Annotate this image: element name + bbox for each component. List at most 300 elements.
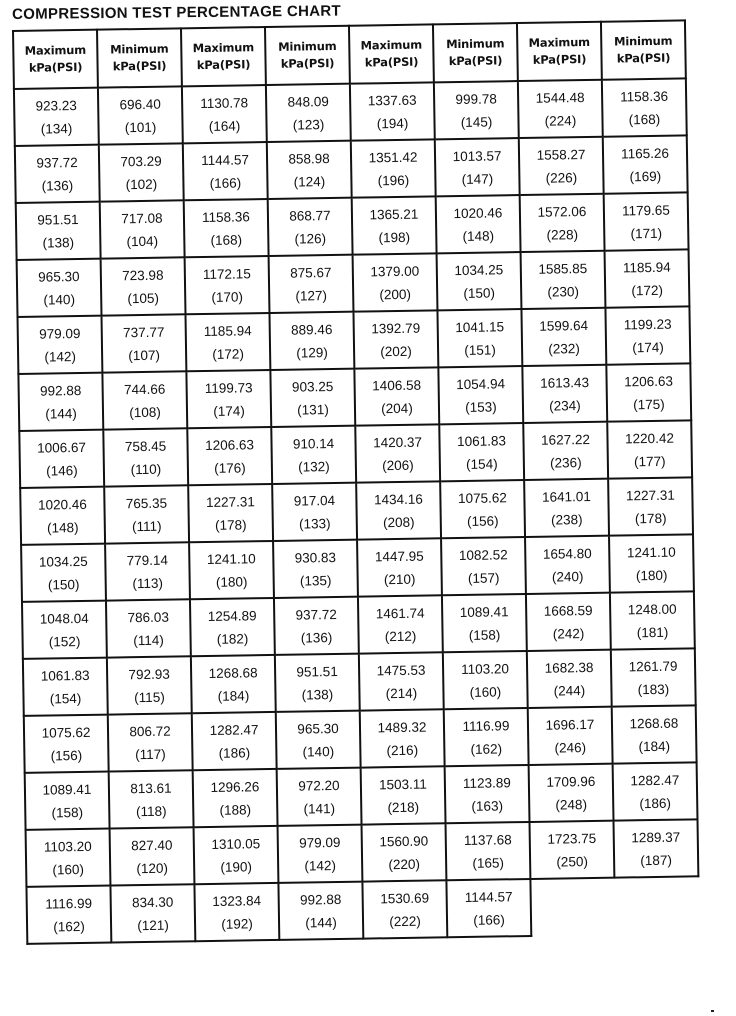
table-cell — [528, 707, 613, 765]
table-cell — [266, 84, 351, 142]
table-cell — [446, 822, 531, 880]
table-cell — [278, 825, 363, 883]
psi-value: (138) — [42, 234, 75, 251]
kpa-value: 1723.75 — [547, 830, 597, 847]
psi-value: (133) — [298, 515, 331, 532]
kpa-value: 1116.99 — [45, 895, 93, 912]
column-header — [601, 20, 686, 79]
kpa-value: 1434.16 — [373, 491, 423, 507]
table-cell — [194, 826, 279, 884]
psi-value: (187) — [640, 852, 672, 868]
psi-value: (248) — [555, 796, 588, 813]
psi-value: (168) — [628, 111, 661, 127]
psi-value: (198) — [378, 229, 411, 245]
psi-value: (111) — [131, 518, 162, 534]
kpa-value: 951.51 — [37, 211, 79, 228]
kpa-value: 1206.63 — [205, 436, 255, 453]
table-row — [18, 363, 691, 431]
kpa-value: 1282.47 — [209, 721, 259, 738]
table-cell — [101, 257, 186, 315]
psi-value: (220) — [388, 856, 421, 872]
table-row — [20, 477, 693, 545]
table-body — [14, 78, 699, 943]
kpa-value: 1323.84 — [212, 892, 262, 909]
psi-value: (194) — [376, 115, 409, 131]
psi-value: (108) — [129, 404, 161, 420]
kpa-value: 1179.65 — [621, 202, 670, 218]
kpa-value: 1365.21 — [369, 206, 419, 222]
kpa-value: 1075.62 — [41, 724, 91, 741]
kpa-value: 889.46 — [290, 321, 333, 338]
psi-value: (188) — [219, 801, 252, 818]
table-cell — [273, 540, 358, 598]
kpa-value: 1406.58 — [372, 377, 422, 393]
kpa-value: 1585.85 — [538, 260, 588, 277]
kpa-value: 917.04 — [293, 492, 336, 509]
kpa-value: 951.51 — [296, 663, 338, 680]
kpa-value: 723.98 — [122, 267, 164, 283]
table-cell — [107, 656, 192, 714]
kpa-value: 868.77 — [289, 207, 331, 224]
header-row — [13, 20, 686, 89]
kpa-value: 1420.37 — [372, 434, 423, 450]
table-cell — [21, 544, 106, 602]
table-cell — [610, 591, 695, 649]
column-header-unit: kPa(PSI) — [448, 53, 503, 69]
psi-value: (228) — [546, 226, 579, 243]
psi-value: (196) — [377, 172, 410, 188]
table-cell — [439, 423, 524, 481]
table-cell — [18, 316, 103, 374]
psi-value: (140) — [302, 743, 335, 760]
kpa-value: 1144.57 — [464, 888, 513, 905]
table-cell — [529, 764, 614, 822]
kpa-value: 1254.89 — [207, 607, 257, 624]
table-cell — [276, 711, 361, 769]
psi-value: (226) — [545, 169, 578, 186]
table-cell — [189, 541, 274, 599]
psi-value: (174) — [632, 339, 664, 355]
psi-value: (156) — [50, 747, 83, 763]
table-cell — [15, 145, 100, 203]
table-row — [26, 876, 699, 944]
psi-value: (177) — [633, 453, 666, 469]
table-cell — [446, 879, 531, 937]
kpa-value: 979.09 — [38, 325, 81, 342]
kpa-value: 1268.68 — [629, 715, 679, 731]
column-header — [349, 24, 434, 83]
psi-value: (162) — [470, 740, 503, 757]
table-cell — [612, 705, 697, 763]
table-cell — [353, 253, 438, 311]
kpa-value: 848.09 — [287, 93, 329, 110]
psi-value: (176) — [214, 459, 246, 476]
table-cell — [109, 770, 194, 828]
table-cell — [110, 827, 195, 885]
column-header — [517, 22, 602, 81]
table-cell — [605, 249, 690, 307]
psi-value: (127) — [295, 287, 328, 304]
kpa-value: 1061.83 — [40, 667, 90, 684]
kpa-value: 1447.95 — [374, 548, 424, 564]
kpa-value: 979.09 — [299, 834, 341, 851]
kpa-value: 1199.23 — [623, 316, 672, 332]
kpa-value: 1089.41 — [42, 781, 92, 798]
table-cell — [184, 199, 269, 257]
table-cell — [275, 654, 360, 712]
column-header — [433, 23, 518, 82]
kpa-value: 1227.31 — [205, 493, 255, 510]
table-cell — [361, 766, 446, 824]
kpa-value: 1220.42 — [624, 430, 675, 446]
psi-value: (121) — [137, 917, 169, 933]
kpa-value: 1020.46 — [453, 204, 503, 221]
table-row — [22, 591, 695, 659]
kpa-value: 806.72 — [129, 723, 171, 739]
kpa-value: 703.29 — [120, 153, 162, 169]
table-cell — [355, 424, 440, 482]
kpa-value: 937.72 — [295, 606, 337, 623]
table-cell — [441, 537, 526, 595]
table-cell — [443, 651, 528, 709]
psi-value: (166) — [473, 911, 505, 928]
table-cell — [350, 82, 435, 140]
kpa-value: 1034.25 — [454, 261, 504, 278]
psi-value: (181) — [636, 624, 669, 640]
table-row — [23, 648, 696, 716]
table-cell — [17, 259, 102, 317]
psi-value: (166) — [209, 174, 242, 191]
psi-value: (171) — [630, 225, 663, 241]
psi-value: (142) — [304, 857, 337, 874]
table-cell — [442, 594, 527, 652]
table-cell — [105, 542, 190, 600]
psi-value: (148) — [462, 227, 495, 244]
kpa-value: 1489.32 — [377, 719, 427, 735]
psi-value: (238) — [550, 511, 583, 528]
kpa-value: 1261.79 — [628, 658, 678, 674]
psi-value: (141) — [303, 800, 336, 817]
psi-value: (180) — [215, 573, 248, 590]
table-cell — [526, 593, 611, 651]
table-cell — [608, 477, 693, 535]
table-cell — [104, 485, 189, 543]
kpa-value: 1158.36 — [201, 208, 250, 225]
table-cell — [356, 481, 441, 539]
psi-value: (202) — [380, 343, 412, 359]
psi-value: (232) — [548, 340, 580, 357]
table-cell — [272, 483, 357, 541]
kpa-value: 992.88 — [299, 891, 342, 908]
column-header-unit: kPa(PSI) — [280, 55, 335, 71]
kpa-value: 1599.64 — [539, 317, 589, 334]
psi-value: (242) — [552, 625, 585, 642]
psi-value: (134) — [40, 120, 73, 137]
table-cell — [182, 85, 267, 143]
table-cell — [352, 196, 437, 254]
psi-value: (200) — [379, 286, 412, 302]
table-cell — [267, 141, 352, 199]
table-cell — [185, 313, 270, 371]
psi-value: (172) — [631, 282, 664, 298]
psi-value: (147) — [461, 170, 494, 187]
psi-value: (120) — [136, 860, 169, 876]
table-cell — [604, 192, 689, 250]
table-cell — [445, 765, 530, 823]
table-cell — [19, 430, 104, 488]
kpa-value: 1206.63 — [624, 373, 674, 389]
kpa-value: 1020.46 — [37, 496, 87, 513]
kpa-value: 903.25 — [291, 378, 334, 395]
table-cell — [185, 256, 270, 314]
table-cell — [270, 369, 355, 427]
table-cell — [436, 195, 521, 253]
psi-value: (107) — [128, 347, 160, 363]
psi-value: (184) — [638, 738, 671, 754]
table-cell — [522, 365, 607, 423]
psi-value: (160) — [469, 683, 502, 700]
kpa-value: 1144.57 — [201, 151, 250, 168]
psi-value: (152) — [48, 633, 81, 649]
table-row — [21, 534, 694, 602]
kpa-value: 1158.36 — [620, 88, 669, 104]
psi-value: (144) — [305, 914, 337, 931]
psi-value: (172) — [212, 345, 244, 362]
psi-value: (169) — [629, 168, 662, 184]
table-row — [26, 819, 699, 887]
psi-value: (162) — [53, 918, 85, 934]
kpa-value: 1103.20 — [43, 838, 92, 855]
kpa-value: 779.14 — [126, 552, 169, 568]
table-row — [25, 762, 698, 830]
psi-value: (113) — [132, 575, 164, 591]
table-cell — [527, 650, 612, 708]
psi-value: (214) — [385, 685, 418, 701]
kpa-value: 1310.05 — [211, 835, 261, 852]
kpa-value: 1130.78 — [200, 94, 249, 111]
kpa-value: 1709.96 — [546, 773, 596, 790]
table-sheet — [12, 19, 700, 944]
psi-value: (144) — [45, 405, 77, 422]
scan-speck — [711, 1010, 714, 1012]
kpa-value: 875.67 — [290, 264, 332, 281]
psi-value: (180) — [635, 567, 668, 583]
table-cell — [524, 479, 609, 537]
table-cell — [353, 310, 438, 368]
psi-value: (186) — [639, 795, 672, 811]
psi-value: (250) — [556, 853, 588, 870]
table-cell — [609, 534, 694, 592]
table-cell — [605, 306, 690, 364]
psi-value: (151) — [464, 341, 496, 358]
table-cell — [358, 595, 443, 653]
table-cell — [192, 712, 277, 770]
table-cell — [26, 886, 111, 944]
psi-value: (154) — [465, 455, 498, 472]
psi-value: (131) — [297, 401, 329, 418]
kpa-value: 1296.26 — [210, 778, 260, 795]
psi-value: (170) — [211, 288, 244, 305]
table-cell — [438, 366, 523, 424]
kpa-value: 1165.26 — [620, 145, 670, 161]
kpa-value: 792.93 — [128, 666, 170, 682]
table-cell — [518, 80, 603, 138]
psi-value: (135) — [299, 572, 332, 589]
kpa-value: 1082.52 — [458, 546, 508, 563]
table-cell — [440, 480, 525, 538]
psi-value: (145) — [460, 113, 493, 130]
psi-value: (146) — [46, 462, 78, 479]
kpa-value: 1241.10 — [206, 550, 256, 567]
table-cell — [187, 427, 272, 485]
psi-value: (104) — [126, 233, 159, 249]
kpa-value: 1089.41 — [459, 603, 509, 620]
table-cell — [354, 367, 439, 425]
table-cell — [519, 137, 604, 195]
column-header-unit: kPa(PSI) — [112, 58, 167, 74]
empty-cell — [614, 876, 699, 934]
kpa-value: 758.45 — [124, 438, 167, 454]
column-header — [265, 26, 350, 85]
kpa-value: 1172.15 — [202, 265, 251, 282]
table-cell — [16, 202, 101, 260]
table-cell — [525, 536, 610, 594]
psi-value: (117) — [135, 746, 166, 762]
kpa-value: 1530.69 — [380, 890, 430, 906]
psi-value: (224) — [544, 112, 577, 129]
kpa-value: 1379.00 — [370, 263, 420, 279]
table-cell — [194, 883, 279, 941]
kpa-value: 834.30 — [131, 894, 174, 910]
kpa-value: 1227.31 — [625, 487, 675, 503]
table-cell — [191, 655, 276, 713]
psi-value: (246) — [554, 739, 587, 756]
psi-value: (174) — [213, 402, 245, 419]
psi-value: (244) — [553, 682, 586, 699]
kpa-value: 1503.11 — [378, 776, 427, 792]
chart-title: COMPRESSION TEST PERCENTAGE CHART — [12, 2, 341, 23]
table-row — [17, 249, 690, 317]
kpa-value: 1268.68 — [208, 664, 258, 681]
psi-value: (101) — [124, 119, 157, 135]
kpa-value: 1668.59 — [543, 602, 593, 619]
table-cell — [268, 198, 353, 256]
psi-value: (105) — [127, 290, 160, 306]
kpa-value: 1392.79 — [371, 320, 421, 336]
kpa-value: 1199.73 — [204, 379, 253, 396]
psi-value: (240) — [551, 568, 584, 585]
table-cell — [188, 484, 273, 542]
psi-value: (148) — [46, 519, 79, 536]
table-cell — [434, 81, 519, 139]
kpa-value: 1696.17 — [545, 716, 595, 733]
table-cell — [100, 200, 185, 258]
table-cell — [521, 251, 606, 309]
table-cell — [14, 88, 99, 146]
kpa-value: 1103.20 — [461, 660, 510, 677]
column-header — [181, 27, 266, 86]
kpa-value: 1641.01 — [541, 488, 591, 505]
psi-value: (138) — [301, 686, 334, 703]
kpa-value: 1282.47 — [630, 772, 680, 788]
kpa-value: 1075.62 — [457, 489, 507, 506]
psi-value: (136) — [300, 629, 333, 646]
table-cell — [357, 538, 442, 596]
column-header-label: Minimum — [110, 41, 169, 57]
psi-value: (164) — [208, 117, 241, 134]
psi-value: (190) — [220, 858, 253, 875]
column-header — [13, 30, 98, 89]
table-cell — [18, 373, 103, 431]
kpa-value: 930.83 — [294, 549, 337, 566]
table-cell — [606, 363, 691, 421]
kpa-value: 910.14 — [292, 435, 335, 452]
kpa-value: 937.72 — [36, 154, 78, 171]
kpa-value: 737.77 — [122, 324, 165, 340]
column-header-label: Maximum — [528, 34, 591, 50]
psi-value: (178) — [634, 510, 667, 526]
table-cell — [193, 769, 278, 827]
psi-value: (206) — [381, 457, 414, 473]
psi-value: (158) — [468, 626, 501, 643]
psi-value: (154) — [49, 690, 82, 706]
table-cell — [521, 308, 606, 366]
psi-value: (175) — [633, 396, 665, 412]
psi-value: (222) — [389, 913, 421, 929]
kpa-value: 765.35 — [125, 495, 168, 511]
psi-value: (118) — [135, 803, 167, 819]
psi-value: (157) — [467, 569, 500, 586]
table-row — [15, 135, 688, 203]
table-cell — [98, 86, 183, 144]
psi-value: (153) — [465, 398, 497, 415]
psi-value: (136) — [41, 177, 74, 194]
kpa-value: 1061.83 — [456, 432, 507, 449]
kpa-value: 992.88 — [39, 382, 82, 399]
kpa-value: 744.66 — [123, 381, 166, 397]
table-cell — [444, 708, 529, 766]
psi-value: (102) — [125, 176, 158, 192]
column-header-unit: kPa(PSI) — [532, 51, 587, 67]
table-cell — [186, 370, 271, 428]
psi-value: (150) — [47, 576, 80, 593]
kpa-value: 923.23 — [35, 97, 77, 114]
column-header-label: Minimum — [614, 33, 673, 49]
psi-value: (183) — [637, 681, 670, 697]
kpa-value: 1461.74 — [375, 605, 425, 621]
kpa-value: 1185.94 — [203, 322, 252, 339]
column-header-unit: kPa(PSI) — [28, 59, 83, 75]
kpa-value: 1654.80 — [542, 545, 592, 562]
psi-value: (142) — [44, 348, 76, 365]
table-cell — [24, 715, 109, 773]
column-header-unit: kPa(PSI) — [616, 50, 671, 66]
kpa-value: 717.08 — [121, 210, 163, 226]
table-cell — [278, 882, 363, 940]
table-cell — [22, 601, 107, 659]
kpa-value: 858.98 — [288, 150, 330, 167]
table-cell — [523, 422, 608, 480]
column-header-label: Maximum — [192, 40, 255, 56]
table-cell — [613, 819, 698, 877]
psi-value: (126) — [294, 230, 327, 247]
kpa-value: 786.03 — [127, 609, 169, 625]
table-cell — [437, 309, 522, 367]
table-cell — [520, 194, 605, 252]
kpa-value: 972.20 — [298, 777, 340, 794]
empty-cell — [530, 878, 615, 936]
table-cell — [530, 821, 615, 879]
